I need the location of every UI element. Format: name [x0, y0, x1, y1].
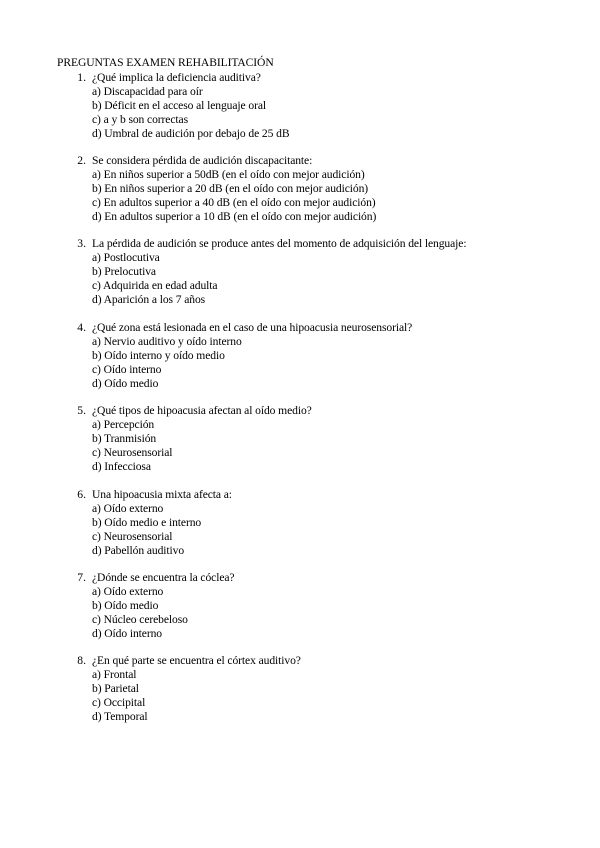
question-item	[0, 571, 600, 640]
question-text: ¿En qué parte se encuentra el córtex auditivo?	[92, 654, 301, 667]
answer-option: c) Neurosensorial	[92, 445, 173, 459]
answer-option: c) Oído interno	[92, 362, 162, 376]
answer-option: a) En niños superior a 50dB (en el oído con mejor audición)	[92, 167, 365, 181]
answer-option: b) En niños superior a 20 dB (en el oído con mejor audición)	[92, 181, 369, 195]
question-item	[0, 654, 600, 723]
question-number: 4.	[77, 321, 86, 334]
question-number: 2.	[77, 154, 86, 167]
answer-option: d) Pabellón auditivo	[92, 543, 185, 557]
answer-option: d) Aparición a los 7 años	[92, 292, 206, 306]
answer-option: a) Oído externo	[92, 584, 164, 598]
answer-option: b) Prelocutiva	[92, 264, 156, 278]
answer-option: c) a y b son correctas	[92, 112, 188, 126]
question-item	[0, 404, 600, 473]
answer-option: a) Percepción	[92, 417, 155, 431]
document-title: PREGUNTAS EXAMEN REHABILITACIÓN	[57, 56, 274, 69]
answer-option: d) Oído medio	[92, 376, 159, 390]
question-text: Se considera pérdida de audición discapacitante:	[92, 154, 313, 167]
question-number: 3.	[77, 237, 86, 250]
answer-option: d) Oído interno	[92, 626, 162, 640]
answer-option: c) Neurosensorial	[92, 529, 173, 543]
answer-option: b) Tranmisión	[92, 431, 157, 445]
answer-option: d) Umbral de audición por debajo de 25 dB	[92, 126, 290, 140]
question-text: ¿Qué implica la deficiencia auditiva?	[92, 71, 261, 84]
question-item	[0, 237, 600, 306]
answer-option: a) Postlocutiva	[92, 250, 160, 264]
question-text: ¿Qué tipos de hipoacusia afectan al oído medio?	[92, 404, 312, 417]
answer-option: d) Infecciosa	[92, 459, 151, 473]
question-text: ¿Qué zona está lesionada en el caso de una hipoacusia neurosensorial?	[92, 321, 413, 334]
question-number: 1.	[77, 71, 86, 84]
answer-option: d) Temporal	[92, 709, 148, 723]
question-item	[0, 488, 600, 557]
answer-option: a) Nervio auditivo y oído interno	[92, 334, 242, 348]
question-text: Una hipoacusia mixta afecta a:	[92, 488, 232, 501]
answer-option: b) Parietal	[92, 681, 139, 695]
question-number: 8.	[77, 654, 86, 667]
answer-option: c) Occipital	[92, 695, 146, 709]
answer-option: b) Oído medio	[92, 598, 159, 612]
answer-option: c) En adultos superior a 40 dB (en el oído con mejor audición)	[92, 195, 376, 209]
answer-option: b) Déficit en el acceso al lenguaje oral	[92, 98, 266, 112]
answer-option: c) Núcleo cerebeloso	[92, 612, 188, 626]
question-item	[0, 321, 600, 390]
answer-option: a) Discapacidad para oír	[92, 84, 203, 98]
question-text: La pérdida de audición se produce antes del momento de adquisición del lenguaje:	[92, 237, 467, 250]
question-number: 5.	[77, 404, 86, 417]
answer-option: d) En adultos superior a 10 dB (en el oído con mejor audición)	[92, 209, 377, 223]
answer-option: b) Oído medio e interno	[92, 515, 202, 529]
answer-option: a) Frontal	[92, 667, 137, 681]
answer-option: a) Oído externo	[92, 501, 164, 515]
question-number: 6.	[77, 488, 86, 501]
question-item	[0, 71, 600, 140]
answer-option: c) Adquirida en edad adulta	[92, 278, 218, 292]
question-number: 7.	[77, 571, 86, 584]
question-text: ¿Dónde se encuentra la cóclea?	[92, 571, 235, 584]
answer-option: b) Oído interno y oído medio	[92, 348, 225, 362]
question-item	[0, 154, 600, 223]
